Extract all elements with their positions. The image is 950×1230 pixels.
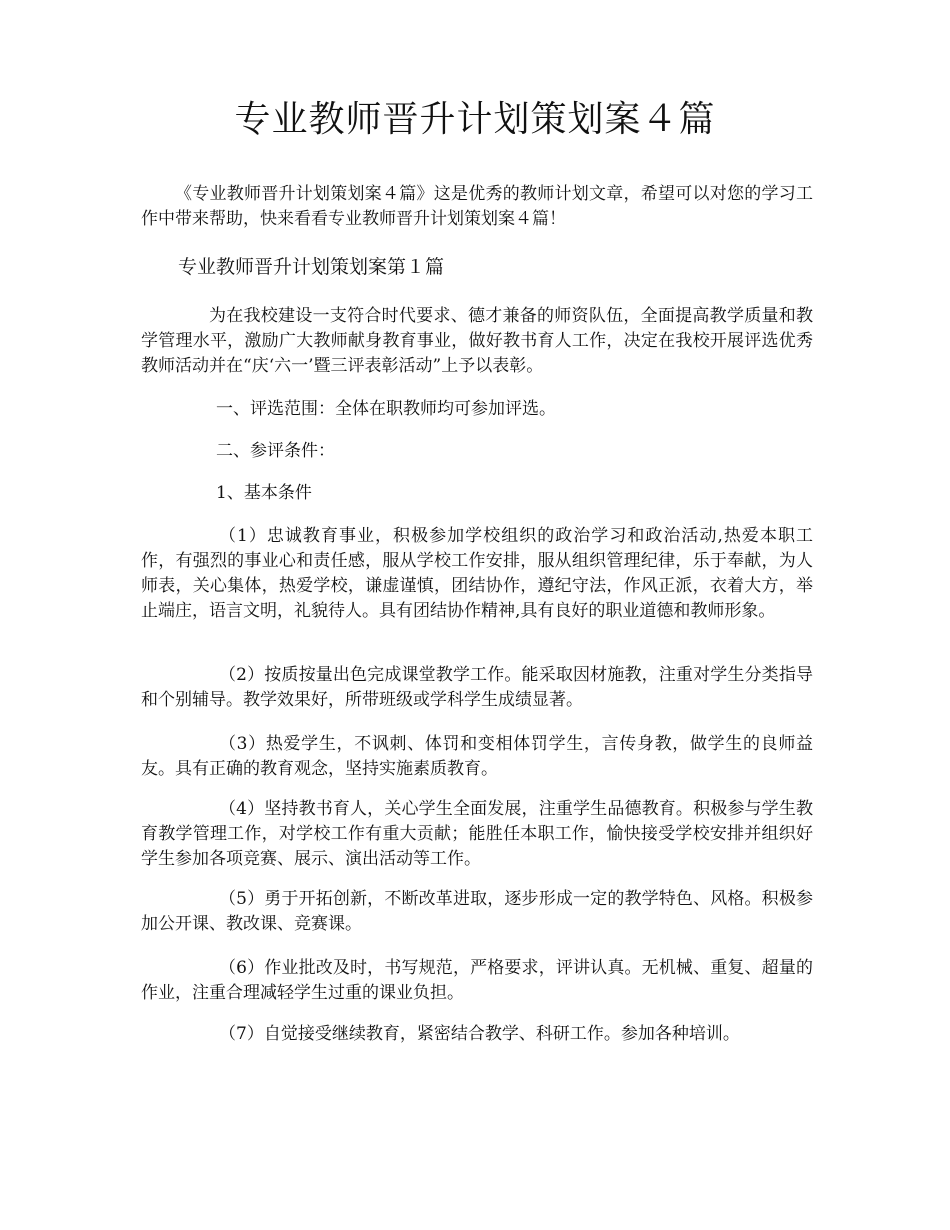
condition-item: （1）忠诚教育事业，积极参加学校组织的政治学习和政治活动,热爱本职工作，有强烈的事业心和责任感，服从学校工作安排，服从组织管理纪律，乐于奉献，为人师表，关心集体，热爱学校，谦虚谨慎，团结协作，遵纪守法，作风正派，衣着大方，举止端庄，语言文明，礼貌待人。具有团结协作精神,具有良好的职业道德和教师形象。: [141, 526, 813, 621]
scope-paragraph: 一、评选范围：全体在职教师均可参加评选。: [216, 399, 556, 419]
condition-item: （7）自觉接受继续教育，紧密结合教学、科研工作。参加各种培训。: [219, 1024, 740, 1044]
document-title: 专业教师晋升计划策划案４篇: [234, 99, 716, 140]
basic-conditions-heading: 1、基本条件: [216, 483, 312, 503]
condition-item: （6）作业批改及时，书写规范，严格要求，评讲认真。无机械、重复、超量的作业，注重合理减轻学生过重的课业负担。: [141, 958, 813, 1003]
condition-item: （2）按质按量出色完成课堂教学工作。能采取因材施教，注重对学生分类指导和个别辅导。教学效果好，所带班级或学科学生成绩显著。: [141, 665, 813, 710]
intro-paragraph: 《专业教师晋升计划策划案４篇》这是优秀的教师计划文章，希望可以对您的学习工作中带来帮助，快来看看专业教师晋升计划策划案４篇！: [141, 184, 813, 229]
condition-item: （4）坚持教书育人，关心学生全面发展，注重学生品德教育。积极参与学生教育教学管理工作，对学校工作有重大贡献；能胜任本职工作，愉快接受学校安排并组织好学生参加各项竞赛、展示、演出活动等工作。: [141, 799, 813, 869]
purpose-paragraph: 为在我校建设一支符合时代要求、德才兼备的师资队伍，全面提高教学质量和教学管理水平，激励广大教师献身教育事业，做好教书育人工作，决定在我校开展评选优秀教师活动并在“庆‘六一’暨三评表彰活动”上予以表彰。: [141, 306, 813, 376]
section-heading: 专业教师晋升计划策划案第１篇: [178, 256, 445, 278]
condition-item: （3）热爱学生，不讽刺、体罚和变相体罚学生，言传身教，做学生的良师益友。具有正确的教育观念，坚持实施素质教育。: [141, 734, 813, 779]
condition-item: （5）勇于开拓创新，不断改革进取，逐步形成一定的教学特色、风格。积极参加公开课、教改课、竞赛课。: [141, 889, 813, 934]
criteria-heading: 二、参评条件：: [216, 441, 335, 461]
